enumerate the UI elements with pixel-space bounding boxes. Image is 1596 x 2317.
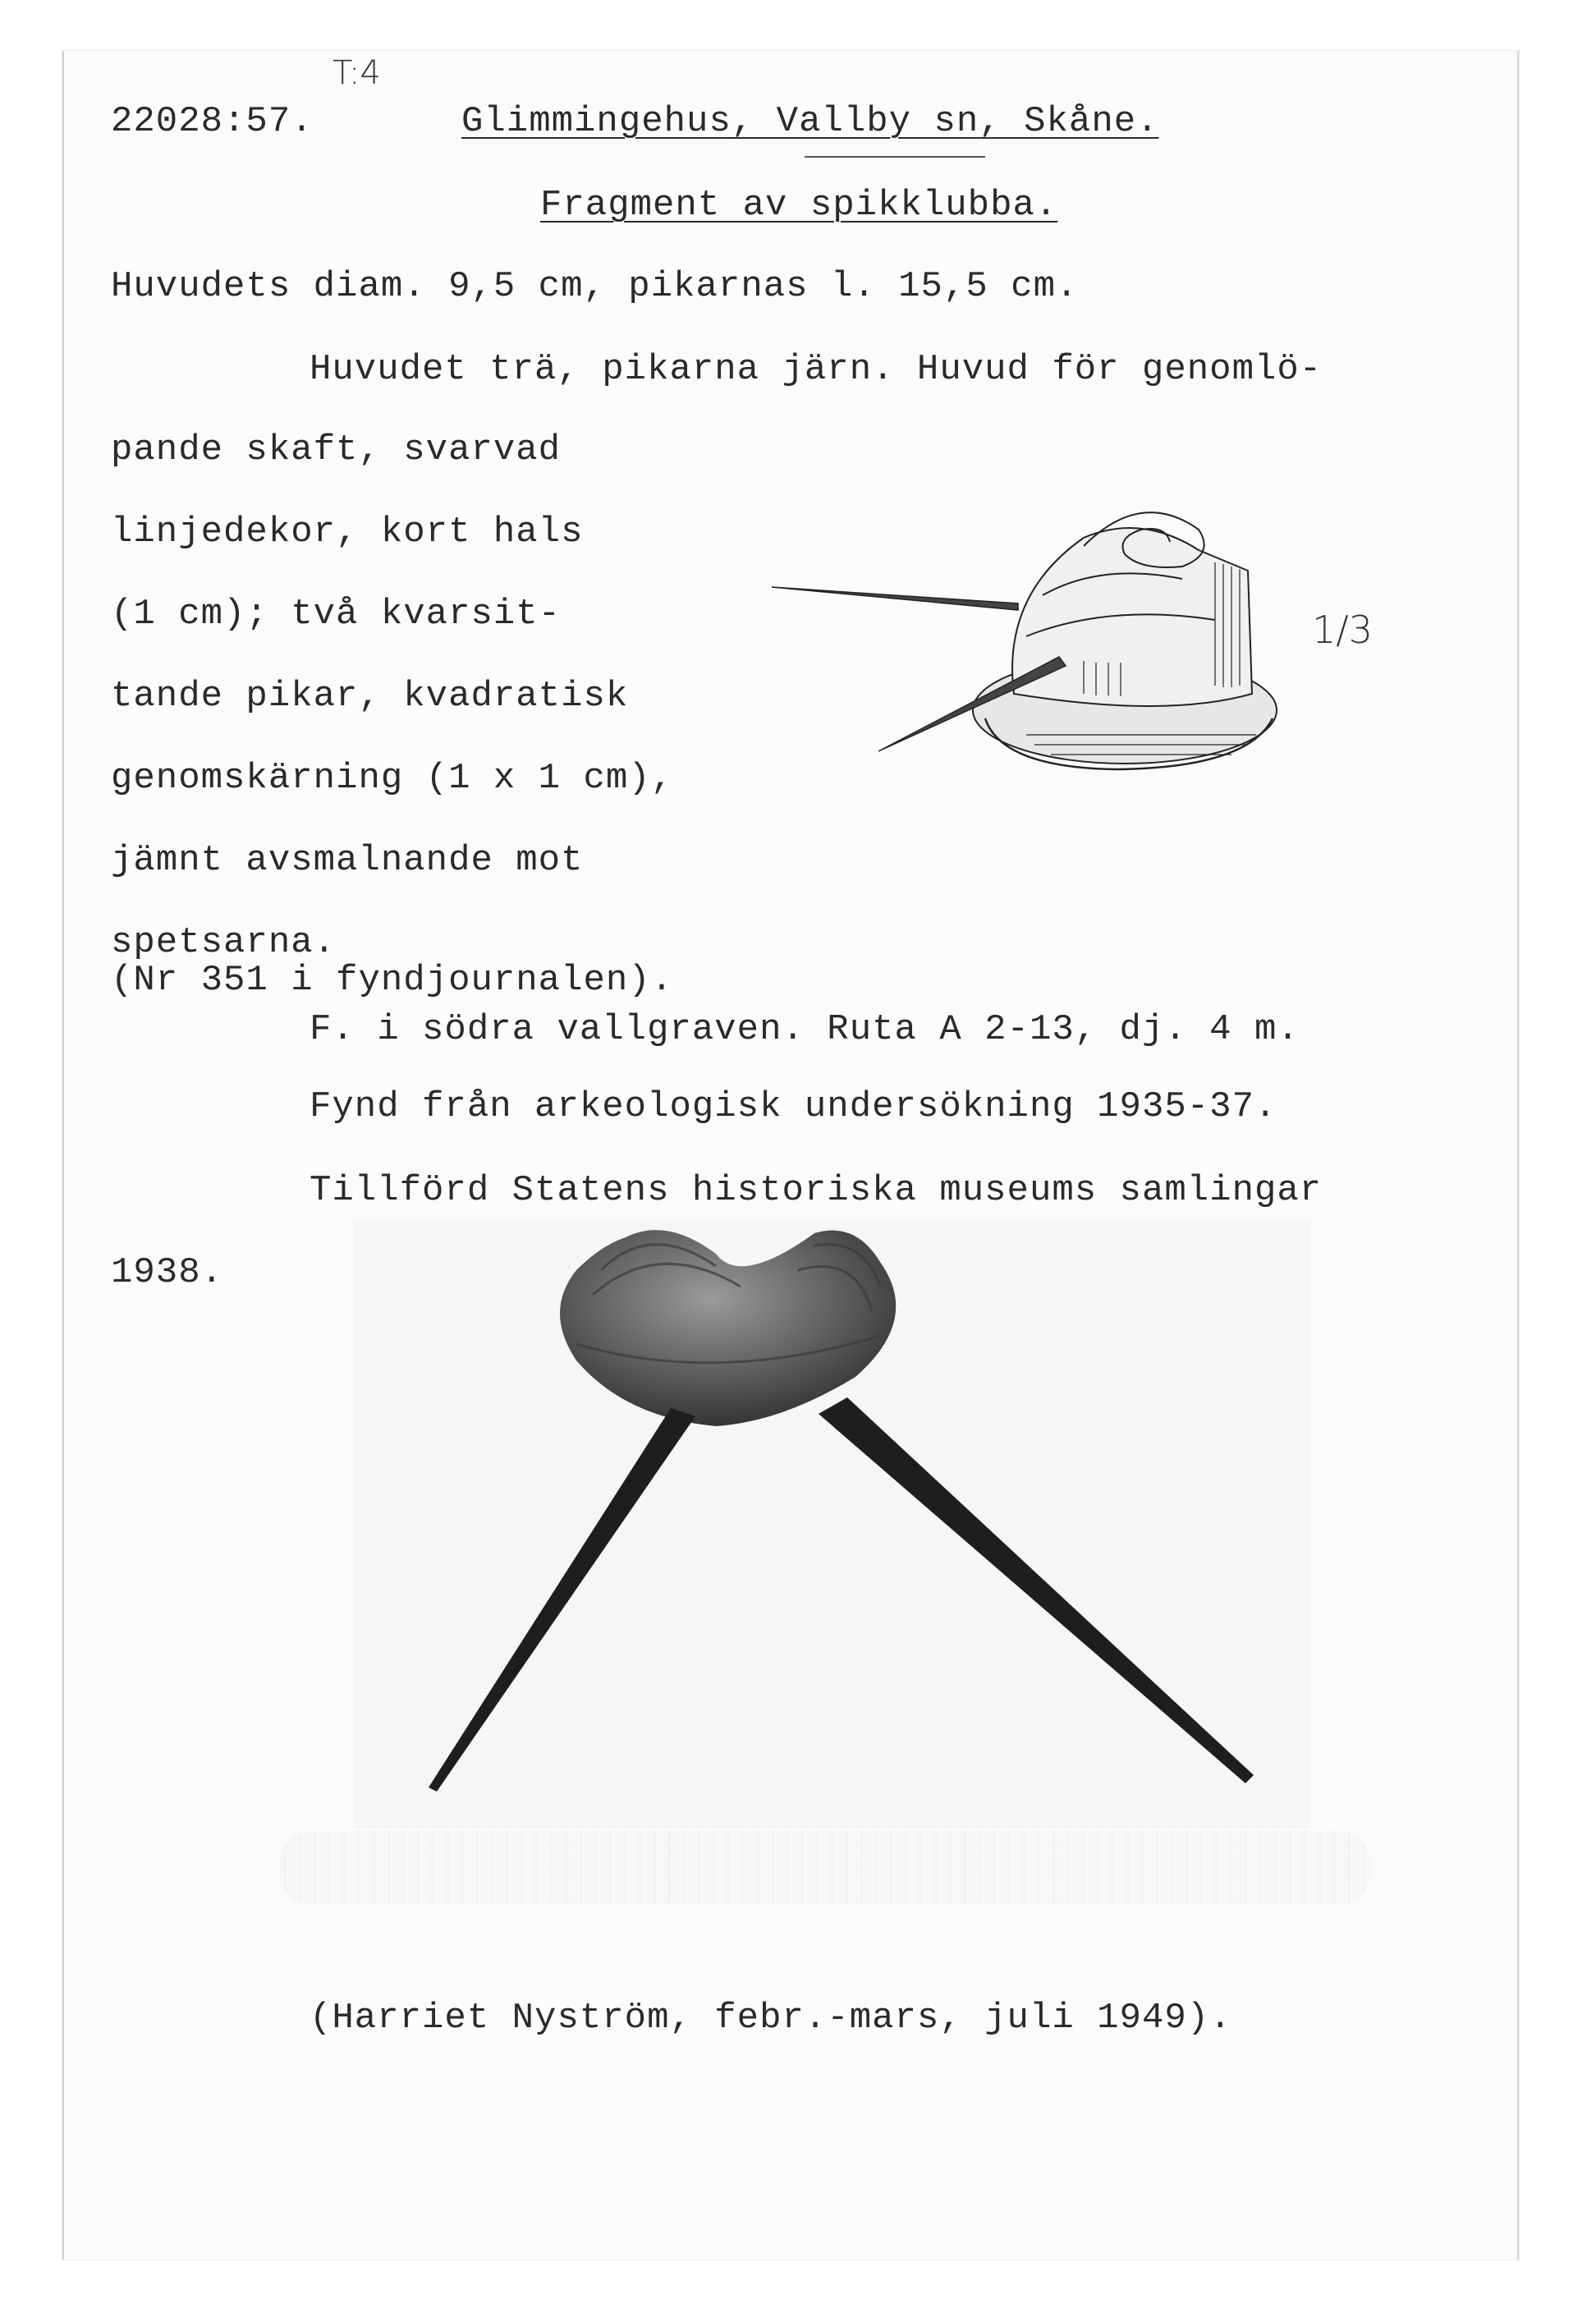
signature-line: (Harriet Nyström, febr.-mars, juli 1949). bbox=[310, 1998, 1232, 2039]
object-title: Fragment av spikklubba. bbox=[540, 185, 1058, 226]
text-line: jämnt avsmalnande mot bbox=[111, 840, 584, 881]
text-line: tande pikar, kvadratisk bbox=[111, 676, 629, 717]
text-line: genomskärning (1 x 1 cm), bbox=[111, 758, 674, 799]
text-line: Tillförd Statens historiska museums samlingar bbox=[310, 1170, 1323, 1211]
heading-rule bbox=[805, 156, 985, 158]
scale-note: 1/3 bbox=[1312, 608, 1374, 652]
text-line: linjedekor, kort hals bbox=[111, 512, 584, 553]
text-line: (1 cm); två kvarsit- bbox=[111, 594, 562, 635]
text-line: Fynd från arkeologisk undersökning 1935-37. bbox=[310, 1086, 1277, 1127]
dimensions-line: Huvudets diam. 9,5 cm, pikarnas l. 15,5 cm. bbox=[111, 266, 1079, 307]
text-line: Huvudet trä, pikarna järn. Huvud för genomlö- bbox=[310, 349, 1323, 390]
text-line: F. i södra vallgraven. Ruta A 2-13, dj. 4 m. bbox=[310, 1009, 1300, 1050]
text-line: spetsarna. bbox=[111, 922, 337, 963]
handwritten-annotation: T:4 bbox=[332, 54, 381, 92]
text-line: pande skaft, svarvad bbox=[111, 429, 562, 470]
catalog-number: 22028:57. bbox=[111, 101, 314, 142]
club-photo-image bbox=[355, 1221, 1310, 1828]
text-line: (Nr 351 i fyndjournalen). bbox=[111, 960, 674, 1001]
site-heading: Glimmingehus, Vallby sn, Skåne. bbox=[461, 101, 1159, 142]
text-line: 1938. bbox=[111, 1252, 224, 1293]
glue-residue bbox=[279, 1831, 1371, 1905]
club-sketch-drawing bbox=[755, 472, 1330, 784]
club-photograph bbox=[355, 1221, 1310, 1828]
